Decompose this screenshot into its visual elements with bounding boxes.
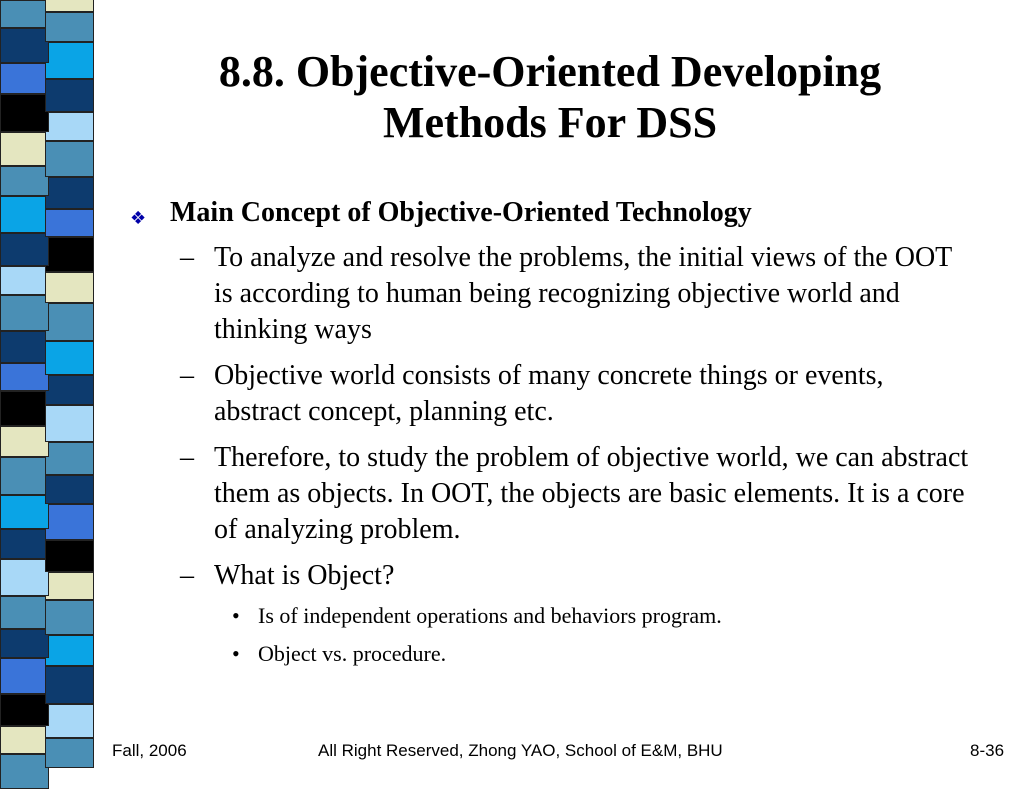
stripe-block [0, 559, 49, 596]
stripe-block [45, 209, 94, 237]
stripe-block [45, 79, 94, 112]
stripe-block [0, 596, 49, 629]
stripe-block [45, 504, 94, 540]
stripe-block [45, 442, 94, 475]
stripe-block [0, 694, 49, 726]
stripe-block [45, 112, 94, 141]
slide-title-line-2: Methods For DSS [382, 98, 718, 147]
stripe-block [45, 475, 94, 504]
stripe-block [45, 12, 94, 42]
stripe-block [0, 233, 49, 266]
stripe-block [0, 295, 49, 331]
stripe-block [0, 457, 49, 495]
dot-marker: • [232, 641, 240, 666]
sub-bullet-text: Objective world consists of many concrete things or events, abstract concept, planning etc. [214, 360, 884, 427]
stripe-block [45, 600, 94, 635]
sub-bullet-text: Therefore, to study the problem of objective world, we can abstract them as objects. In OOT, the objects are basic elements. It is a core of analyzing problem. [214, 442, 969, 545]
slide-title [110, 46, 990, 148]
stripe-block [0, 94, 49, 132]
stripe-block [45, 540, 94, 572]
dash-marker: – [180, 360, 194, 391]
stripe-block [0, 658, 49, 694]
stripe-block [45, 666, 94, 704]
main-bullet-text: Main Concept of Objective-Oriented Technology [170, 197, 752, 228]
stripe-block [0, 63, 49, 94]
stripe-block [45, 177, 94, 209]
stripe-block [45, 303, 94, 341]
stripe-block [0, 726, 49, 754]
sub-sub-bullet-text: Is of independent operations and behaviors program. [258, 603, 722, 628]
dot-marker: • [232, 603, 240, 628]
stripe-block [0, 426, 49, 457]
diamond-bullet-icon: ❖ [130, 208, 147, 229]
sub-bullet-text: To analyze and resolve the problems, the initial views of the OOT is according to human being recognizing objective world and thinking ways [214, 242, 952, 345]
stripe-block [0, 529, 49, 559]
stripe-block [45, 572, 94, 600]
stripe-block [45, 635, 94, 666]
stripe-block [0, 495, 49, 529]
stripe-block [45, 0, 94, 12]
stripe-block [45, 375, 94, 405]
footer-page-number: 8-36 [970, 741, 1005, 760]
stripe-block [45, 704, 94, 738]
dash-marker: – [180, 242, 194, 273]
stripe-block [0, 629, 49, 658]
stripe-block [0, 166, 49, 196]
slide-title-line-1: 8.8. Objective-Oriented Developing [218, 47, 882, 96]
stripe-block [45, 237, 94, 272]
stripe-block [0, 266, 49, 295]
stripe-block [45, 738, 94, 768]
dash-marker: – [180, 560, 194, 591]
sub-bullet-text: What is Object? [214, 560, 395, 591]
dash-marker: – [180, 442, 194, 473]
stripe-block [0, 363, 49, 391]
stripe-block [45, 405, 94, 442]
stripe-block [0, 196, 49, 233]
stripe-block [0, 132, 49, 166]
stripe-block [45, 141, 94, 177]
decorative-stripe-sidebar [0, 0, 98, 768]
stripe-block [45, 272, 94, 303]
sub-sub-bullet-text: Object vs. procedure. [258, 641, 447, 666]
footer-date: Fall, 2006 [112, 741, 187, 760]
stripe-block [0, 754, 49, 789]
stripe-block [45, 341, 94, 375]
stripe-block [0, 0, 49, 28]
stripe-block [0, 331, 49, 363]
stripe-block [0, 28, 49, 63]
stripe-block [0, 391, 49, 426]
footer-copyright: All Right Reserved, Zhong YAO, School of E&M, BHU [318, 741, 723, 760]
stripe-block [45, 42, 94, 79]
